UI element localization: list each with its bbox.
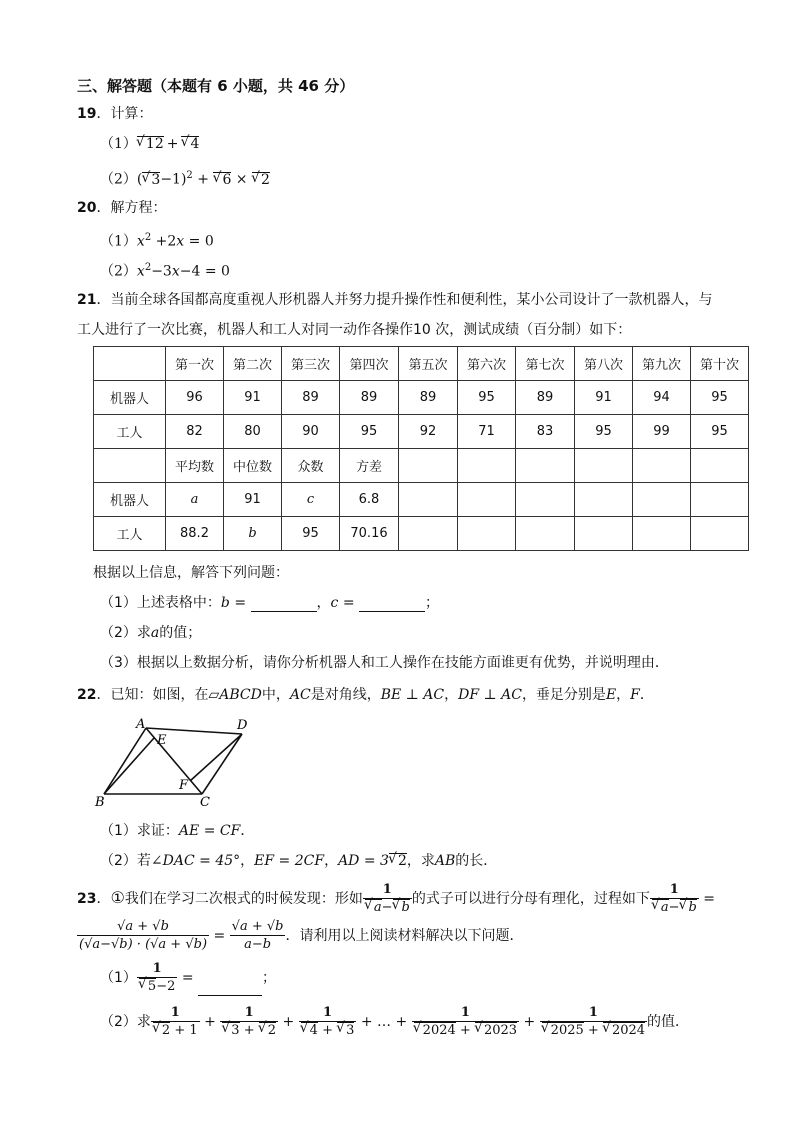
q20-p2-x2: x	[171, 263, 180, 280]
q23-part2: （2）求 1 √ 2 + 1 + 1 √ 3 + √ 2 + 1 √ 4 + √ 3 + … + 1 √ 2024 + √ 2023 + 1 √ 2025 + √ 2024 的值．	[100, 1004, 689, 1040]
q22-p2-sep1: ，	[240, 853, 255, 869]
q19-p2-times: ×	[231, 171, 252, 188]
table-cell: 89	[340, 381, 399, 415]
q19-part2	[100, 167, 270, 189]
q19-p2-sqrt-a: √ 3	[142, 172, 160, 188]
table-cell	[399, 517, 458, 551]
table-cell: 95	[691, 381, 749, 415]
q20-p2-rest: −3	[151, 263, 172, 280]
table-cell: 众数	[282, 449, 340, 483]
score-table-body	[94, 347, 749, 551]
stats-row-robot	[94, 483, 749, 517]
q22-p2-rad: √ 2	[389, 853, 407, 869]
q22-abcd: ABCD	[219, 687, 262, 703]
section-title: 三、解答题（本题有 6 小题，共 46 分）	[77, 77, 355, 95]
q23-part1	[100, 960, 276, 996]
q21-p1-b: b	[220, 595, 230, 611]
q19-number: 19	[77, 106, 97, 122]
q21-number: 21	[77, 292, 97, 308]
table-cell	[633, 483, 691, 517]
q23-line1: 23．①我们在学习二次根式的时候发现：形如 1 √ a−√ b 的式子可以进行分母有理化，过程如下 1 √ a−√ b =	[77, 880, 715, 917]
q19-p2-plus: +	[192, 171, 214, 188]
q23-p2-frac-2024: 1 √ 2024 + √ 2023	[412, 1005, 519, 1039]
q19-p2-label: （2）	[100, 171, 137, 188]
table-cell: 第二次	[224, 347, 282, 381]
table-cell: 82	[166, 415, 224, 449]
q19-stem-text: 计算：	[110, 106, 153, 122]
q22-p1-math: AE = CF	[178, 823, 241, 839]
q22-sep: ，	[444, 687, 459, 703]
table-cell	[575, 517, 633, 551]
q22-stem-a: 已知：如图，在	[110, 687, 209, 703]
table-cell: 第七次	[516, 347, 575, 381]
table-cell: 中位数	[224, 449, 282, 483]
table-cell: 第一次	[166, 347, 224, 381]
table-cell: 机器人	[94, 483, 166, 517]
q19-p1-label: （1）	[100, 136, 137, 152]
q23-p2-terms: 1 √ 2 + 1 + 1 √ 3 + √ 2 + 1 √ 4 + √ 3	[151, 1014, 356, 1030]
table-cell	[691, 517, 749, 551]
q21-part1	[100, 594, 439, 612]
q20-p2-x: x	[136, 263, 145, 280]
q23-p2-term-frac: 1 √ 2 + 1	[151, 1005, 200, 1039]
q19-p2-sqrt-c: √ 2	[252, 172, 270, 188]
label-a: A	[136, 717, 146, 732]
q23-p1-blank[interactable]	[198, 981, 262, 996]
table-cell: 94	[633, 381, 691, 415]
q22-e: E	[605, 687, 617, 703]
q21-p1-blank-b[interactable]	[251, 597, 317, 612]
q21-p1-eq2: =	[338, 595, 360, 611]
parallelogram-figure	[90, 714, 260, 810]
table-cell: 71	[458, 415, 516, 449]
q21-p2-a: a	[150, 625, 160, 641]
table-cell: 80	[224, 415, 282, 449]
q21-part2	[100, 624, 201, 642]
q23-p1-eq: =	[177, 970, 199, 986]
q22-p2-end1: ，求	[406, 853, 435, 869]
table-cell: 96	[166, 381, 224, 415]
q22-p2-label: （2）若	[100, 853, 151, 869]
table-cell: 88.2	[166, 517, 224, 551]
q20-p2-exp: 2	[144, 262, 152, 273]
table-cell: 第八次	[575, 347, 633, 381]
q20-stem-text: 解方程：	[110, 200, 167, 216]
table-cell: 第四次	[340, 347, 399, 381]
q21-p1-sep: ，	[316, 595, 331, 611]
table-cell: 95	[458, 381, 516, 415]
score-table	[93, 346, 749, 551]
q23-text-b: 的式子可以进行分母有理化，过程如下	[411, 891, 650, 907]
diagonal-ac	[146, 728, 202, 794]
label-e: E	[157, 733, 167, 748]
side-ab	[104, 728, 146, 794]
q19-part1	[100, 135, 199, 153]
table-cell: 70.16	[340, 517, 399, 551]
table-cell	[575, 483, 633, 517]
q19-p1-sqrt-b: √ 4	[181, 136, 199, 152]
table-cell: 90	[282, 415, 340, 449]
q23-p1-frac: 1 √ 5−2	[137, 961, 177, 995]
q21-p1-label: （1）上述表格中：	[100, 595, 221, 611]
q22-number: 22	[77, 687, 97, 703]
label-b: B	[95, 795, 105, 810]
q20-p1-x: x	[136, 233, 145, 250]
q22-part1	[100, 822, 254, 840]
table-cell: 91	[575, 381, 633, 415]
table-cell: c	[282, 483, 340, 517]
table-cell: 第五次	[399, 347, 458, 381]
table-cell: 第六次	[458, 347, 516, 381]
q21-intro: 根据以上信息，解答下列问题：	[93, 565, 289, 581]
stats-header-row	[94, 449, 749, 483]
q22-p1-end: ．	[240, 823, 255, 839]
q21-line1-text: 当前全球各国都高度重视人形机器人并努力提升操作性和便利性，某小公司设计了一款机器人，与	[110, 292, 713, 308]
q20-p1-rest: +2	[151, 233, 177, 250]
table-cell: a	[166, 483, 224, 517]
table-cell: 第九次	[633, 347, 691, 381]
q22-stem-b: 中，	[261, 687, 290, 703]
table-row-robot	[94, 381, 749, 415]
q19-p1-sqrt-a: √ 12	[137, 136, 164, 152]
q23-p2-dots: + … +	[356, 1014, 412, 1030]
q22-p2-ad: AD = 3	[338, 853, 389, 869]
table-cell: 92	[399, 415, 458, 449]
q23-frac-4: $\frac{√a + √b}{a-b}$	[231, 919, 284, 952]
table-row-worker	[94, 415, 749, 449]
q21-p1-blank-c[interactable]	[359, 597, 425, 612]
q20-part2	[100, 259, 230, 281]
q23-p1-label: （1）	[100, 970, 137, 986]
q21-line1: 21．当前全球各国都高度重视人形机器人并努力提升操作性和便利性，某小公司设计了一款机器人，与	[77, 292, 713, 308]
table-cell: 6.8	[340, 483, 399, 517]
q23-line2: $\frac{√a + √b}{(√a-√b) \cdot (√a + √b)}$ = $\frac{√a + √b}{a-b}$ ．请利用以上阅读材料解决以下问题．	[79, 919, 524, 952]
table-cell: 第十次	[691, 347, 749, 381]
table-cell: 第三次	[282, 347, 340, 381]
table-cell	[633, 449, 691, 483]
q22-ac: AC	[289, 687, 311, 703]
table-cell	[516, 449, 575, 483]
table-cell: 83	[516, 415, 575, 449]
q22-p2-angle: ∠DAC = 45°	[150, 853, 241, 869]
table-cell: 89	[399, 381, 458, 415]
q22-df-perp: DF ⊥ AC	[458, 687, 522, 703]
table-cell: 95	[282, 517, 340, 551]
q22-p2-ab: AB	[434, 853, 456, 869]
table-cell: 89	[282, 381, 340, 415]
table-cell	[458, 483, 516, 517]
q20-p2-label: （2）	[100, 263, 137, 280]
table-cell	[691, 483, 749, 517]
table-cell: 91	[224, 381, 282, 415]
segment-be	[104, 738, 154, 794]
table-cell: 91	[224, 483, 282, 517]
q23-circled-one: ①	[110, 888, 125, 907]
q22-p2-sep2: ，	[324, 853, 339, 869]
q21-p2-label: （2）求	[100, 625, 151, 641]
q22-p2-end2: 的长．	[455, 853, 498, 869]
q23-p2-term-frac: 1 √ 3 + √ 2	[220, 1005, 278, 1039]
q20-number: 20	[77, 200, 97, 216]
q23-line2-end: ．请利用以上阅读材料解决以下问题．	[285, 928, 524, 944]
q23-frac-1: 1 √ a−√ b	[363, 882, 412, 916]
table-cell: 平均数	[166, 449, 224, 483]
q22-parallelogram-symbol: ▱	[208, 687, 220, 703]
q19-p2-minus: −1)	[160, 171, 187, 188]
table-cell: 99	[633, 415, 691, 449]
q22-part2	[100, 852, 497, 870]
table-header-row	[94, 347, 749, 381]
q23-p2-term-frac: 1 √ 4 + √ 3	[299, 1005, 357, 1039]
q23-p2-label: （2）求	[100, 1014, 151, 1030]
q19-p2-exp: 2	[186, 170, 193, 181]
table-cell	[94, 347, 166, 381]
q22-p2-ef: EF = 2CF	[254, 853, 325, 869]
q19-p2-sqrt-b: √ 6	[213, 172, 231, 188]
q21-line2: 工人进行了一次比赛，机器人和工人对同一动作各操作10 次，测试成绩（百分制）如下：	[77, 322, 632, 338]
q20-stem: 20．解方程：	[77, 200, 167, 216]
table-cell: b	[224, 517, 282, 551]
table-cell	[94, 449, 166, 483]
table-cell: 工人	[94, 517, 166, 551]
table-cell: 89	[516, 381, 575, 415]
q22-comma: ，	[616, 687, 631, 703]
q23-text-a: 我们在学习二次根式的时候发现：形如	[124, 891, 363, 907]
table-cell	[633, 517, 691, 551]
table-cell	[575, 449, 633, 483]
table-cell	[399, 449, 458, 483]
table-cell: 机器人	[94, 381, 166, 415]
q23-p1-end: ；	[262, 970, 277, 986]
q21-part3: （3）根据以上数据分析，请你分析机器人和工人操作在技能方面谁更有优势，并说明理由．	[100, 655, 669, 671]
table-cell	[516, 517, 575, 551]
q23-p2-end: 的值．	[647, 1014, 690, 1030]
table-cell: 工人	[94, 415, 166, 449]
table-cell	[691, 449, 749, 483]
q23-frac-3: $\frac{√a + √b}{(√a-√b) \cdot (√a + √b)}$	[79, 919, 208, 952]
q22-be-perp: BE ⊥ AC	[380, 687, 445, 703]
q21-p2-end: 的值；	[159, 625, 202, 641]
q20-part1	[100, 229, 214, 251]
q20-p2-eq: −4 = 0	[179, 263, 230, 280]
table-cell: 95	[691, 415, 749, 449]
q23-frac-2: 1 √ a−√ b	[650, 882, 699, 916]
q22-f: F	[630, 687, 640, 703]
q19-p1-plus: +	[166, 136, 179, 152]
table-cell	[458, 517, 516, 551]
table-cell	[399, 483, 458, 517]
q22-p1-label: （1）求证：	[100, 823, 179, 839]
table-cell: 95	[575, 415, 633, 449]
q22-stem-d: ，垂足分别是	[521, 687, 606, 703]
q20-p1-eq: = 0	[184, 233, 214, 250]
table-cell	[458, 449, 516, 483]
q19-p2-open: (	[136, 171, 143, 188]
label-d: D	[237, 718, 248, 733]
q23-p2-frac-2025: 1 √ 2025 + √ 2024	[540, 1005, 647, 1039]
q21-p1-c: c	[330, 595, 339, 611]
q20-p1-exp: 2	[144, 232, 152, 243]
q22-end: ．	[639, 687, 654, 703]
label-f: F	[179, 778, 189, 793]
q23-eq: =	[698, 891, 716, 907]
q22-stem: 22．已知：如图，在▱ABCD中，AC是对角线，BE ⊥ AC，DF ⊥ AC，垂足分别是E，F．	[77, 687, 654, 703]
q21-p1-eq1: =	[229, 595, 251, 611]
q21-p1-end: ；	[425, 595, 440, 611]
table-cell: 方差	[340, 449, 399, 483]
table-cell: 95	[340, 415, 399, 449]
table-cell	[516, 483, 575, 517]
q20-p1-x2: x	[176, 233, 185, 250]
q19-stem: 19．计算：	[77, 106, 153, 122]
q22-stem-c: 是对角线，	[310, 687, 381, 703]
q23-number: 23	[77, 891, 97, 907]
q20-p1-label: （1）	[100, 233, 137, 250]
stats-row-worker	[94, 517, 749, 551]
label-c: C	[200, 795, 210, 810]
